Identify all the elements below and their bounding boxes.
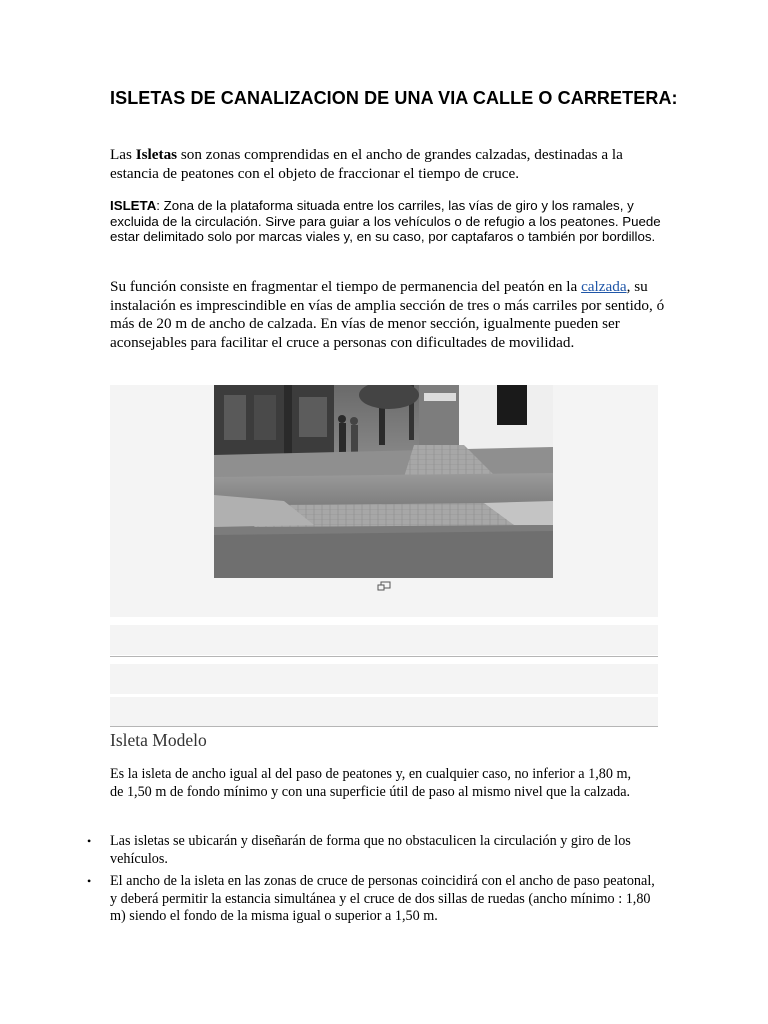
intro-paragraph [110, 146, 670, 183]
definition-paragraph [110, 198, 665, 245]
document-title: ISLETAS DE CANALIZACION DE UNA VIA CALLE O CARRETERA: [110, 88, 678, 108]
function-text-after: , su instalación es imprescindible en vías de amplia sección de tres o más carriles por sentido, ó más de 20 m de ancho de calzada. En vías de menor sección, igualmente pueden ser aconsejables para facilitar el cruce a personas con dificultades de movilidad. [110, 278, 665, 351]
function-paragraph [110, 278, 670, 352]
bullet-list [80, 833, 665, 931]
street-island-photo[interactable] [214, 385, 553, 578]
section-heading: Isleta Modelo [110, 730, 207, 750]
empty-table-row [110, 697, 658, 727]
intro-prefix: Las [110, 146, 136, 163]
divider [110, 656, 658, 657]
definition-text: : Zona de la plataforma situada entre los carriles, las vías de giro y los ramales, y excluida de la circulación. Sirve para guiar a los vehículos o de refugio a los peatones. Puede estar delimitado solo por marcas viales y, en su caso, por captafaros o también por bordillos. [110, 198, 661, 244]
bullet-icon: • [87, 874, 92, 888]
empty-table-row [110, 664, 658, 694]
divider [110, 726, 658, 727]
bullet-icon: • [87, 834, 92, 848]
intro-text: son zonas comprendidas en el ancho de grandes calzadas, destinadas a la estancia de peatones con el objeto de fraccionar el tiempo de cruce. [110, 146, 623, 182]
function-text-before: Su función consiste en fragmentar el tiempo de permanencia del peatón en la [110, 278, 582, 295]
figure-panel [110, 385, 658, 617]
intro-bold-term: Isletas [135, 146, 178, 163]
empty-table-row [110, 625, 658, 655]
photo-graphic [214, 385, 553, 578]
definition-term: ISLETA [110, 198, 157, 213]
list-item-text: Las isletas se ubicarán y diseñarán de forma que no obstaculicen la circulación y giro de los vehículos. [110, 833, 631, 867]
model-paragraph: Es la isleta de ancho igual al del paso de peatones y, en cualquier caso, no inferior a 1,80 m, de 1,50 m de fondo mínimo y con una superficie útil de paso al mismo nivel que la calzada. [110, 766, 632, 800]
list-item-text: El ancho de la isleta en las zonas de cruce de personas coincidirá con el ancho de paso peatonal, y deberá permitir la estancia simultánea y el cruce de dos sillas de ruedas (ancho mínimo : 1,80 m) siendo el fondo de la misma igual o superior a 1,50 m. [110, 873, 655, 924]
calzada-link[interactable]: calzada [581, 278, 627, 295]
list-item [80, 833, 665, 868]
enlarge-icon[interactable] [377, 581, 391, 591]
list-item [80, 873, 665, 926]
